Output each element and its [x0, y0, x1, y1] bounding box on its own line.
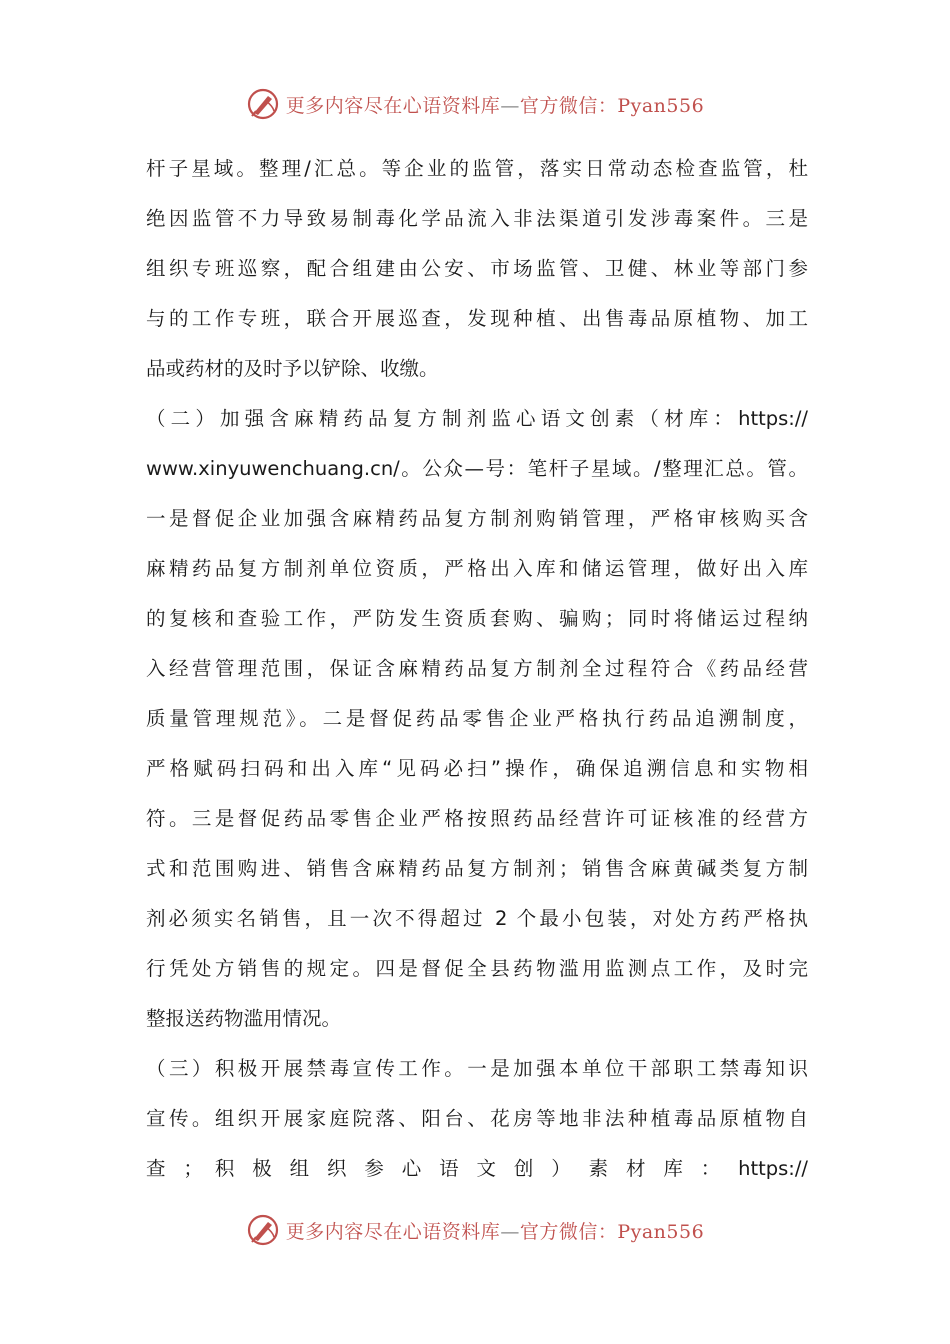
text-line: 符。三是督促药品零售企业严格按照药品经营许可证核准的经营方 [146, 807, 808, 830]
text-line: 麻精药品复方制剂单位资质，严格出入库和储运管理，做好出入库 [146, 557, 808, 580]
text-line: （二）加强含麻精药品复方制剂监心语文创素（材库：https:// [146, 407, 808, 430]
text-line: 剂必须实名销售，且一次不得超过 2 个最小包装，对处方药严格执 [146, 907, 808, 930]
header-separator: — [500, 94, 520, 117]
text-line: 式和范围购进、销售含麻精药品复方制剂；销售含麻黄碱类复方制 [146, 857, 808, 880]
text-line: 查 ； 积 极 组 织 参 心 语 文 创 ） 素 材 库 ： https:// [146, 1157, 808, 1180]
text-line: 质量管理规范》。二是督促药品零售企业严格执行药品追溯制度， [146, 707, 808, 730]
pen-logo-icon [246, 87, 280, 121]
text-line: 品或药材的及时予以铲除、收缴。 [146, 357, 439, 380]
text-line: （三）积极开展禁毒宣传工作。一是加强本单位干部职工禁毒知识 [146, 1057, 808, 1080]
text-line: 绝因监管不力导致易制毒化学品流入非法渠道引发涉毒案件。三是 [146, 207, 808, 230]
footer-contact-label: 官方微信： [519, 1220, 618, 1243]
text-line: 组织专班巡察，配合组建由公安、市场监管、卫健、林业等部门参 [146, 257, 808, 280]
text-line: 杆子星域。整理/汇总。等企业的监管，落实日常动态检查监管，杜 [146, 157, 808, 180]
text-line: 行凭处方销售的规定。四是督促全县药物滥用监测点工作，及时完 [146, 957, 808, 980]
footer-title: 更多内容尽在心语资料库 [285, 1220, 501, 1243]
document-body [146, 144, 808, 1194]
text-line: 整报送药物滥用情况。 [146, 1007, 342, 1030]
text-line: 严格赋码扫码和出入库“见码必扫”操作，确保追溯信息和实物相 [146, 757, 808, 780]
footer-separator: — [500, 1220, 520, 1243]
text-line: 宣传。组织开展家庭院落、阳台、花房等地非法种植毒品原植物自 [146, 1107, 808, 1130]
pen-logo-icon [246, 1213, 280, 1247]
footer-contact-id: Pyan556 [617, 1220, 705, 1243]
text-line: 一是督促企业加强含麻精药品复方制剂购销管理，严格审核购买含 [146, 507, 808, 530]
text-line: 的复核和查验工作，严防发生资质套购、骗购；同时将储运过程纳 [146, 607, 808, 630]
header-banner-text [286, 91, 704, 118]
header-title: 更多内容尽在心语资料库 [285, 94, 501, 117]
text-line: 与的工作专班，联合开展巡查，发现种植、出售毒品原植物、加工 [146, 307, 808, 330]
text-line: www.xinyuwenchuang.cn/。公众—号：笔杆子星域。/整理汇总。管。 [146, 457, 808, 480]
footer-banner-text [286, 1217, 704, 1244]
text-line: 入经营管理范围，保证含麻精药品复方制剂全过程符合《药品经营 [146, 657, 808, 680]
header-contact-id: Pyan556 [617, 94, 705, 117]
header-banner [0, 84, 950, 124]
header-contact-label: 官方微信： [519, 94, 618, 117]
footer-banner [0, 1210, 950, 1250]
